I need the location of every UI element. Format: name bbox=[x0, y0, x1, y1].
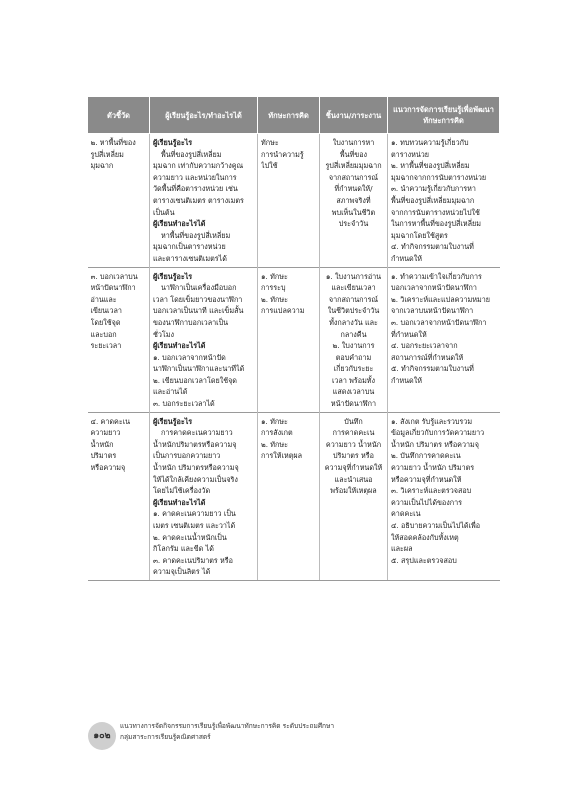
cell-line: ให้สอดคล้องกับทั้งเหตุ bbox=[391, 532, 459, 542]
cell-line: ความเป็นไปได้ของการ bbox=[391, 497, 462, 507]
cell-line: สภาพจริงที่ bbox=[336, 195, 371, 205]
cell-line: น้ำหนัก ปริมาตร หรือความจุ bbox=[391, 439, 479, 449]
cell-line: ๔. บอกระยะเวลาจาก bbox=[391, 341, 458, 351]
cell-line: วัดพื้นที่คือตารางหน่วย เช่น bbox=[153, 184, 238, 194]
approach-cell bbox=[388, 267, 500, 412]
cell-line: ไปใช้ bbox=[261, 161, 278, 171]
header-learning: ผู้เรียนรู้อะไร/ทำอะไรได้ bbox=[150, 97, 258, 134]
cell-line: หาพื้นที่ของรูปสี่เหลี่ยม bbox=[161, 230, 231, 240]
cell-line: บันทึก bbox=[344, 416, 363, 426]
cell-line: ประจำวัน bbox=[338, 219, 369, 229]
cell-line: คาดคะเน bbox=[391, 509, 421, 519]
cell-line: ผู้เรียนทำอะไรได้ bbox=[153, 219, 206, 229]
cell-line: และอ่านได้ bbox=[153, 387, 188, 397]
cell-line: เวลา พร้อมทั้ง bbox=[331, 375, 376, 385]
cell-line: ความจุเป็นลิตร ได้ bbox=[153, 567, 211, 577]
cell-line: สถานการณ์ที่กำหนดให้ bbox=[391, 352, 464, 362]
page-number: ๑๐๒ bbox=[88, 722, 116, 750]
cell-line: กำหนดให้ bbox=[391, 253, 422, 263]
cell-line: และผล bbox=[391, 544, 413, 554]
approach-cell bbox=[388, 134, 500, 268]
cell-line: ๒. ทักษะ bbox=[261, 294, 288, 304]
cell-line: โดยไม่ใช้เครื่องวัด bbox=[153, 486, 211, 496]
cell-line: พร้อมให้เหตุผล bbox=[330, 486, 377, 496]
cell-line: จากสถานการณ์ bbox=[328, 294, 379, 304]
cell-line: บอกเวลาเป็นนาที และเข็มสั้น bbox=[153, 306, 244, 316]
cell-line: ๒. ใบงานการ bbox=[332, 341, 375, 351]
cell-line: ๔. คาดคะเน bbox=[90, 416, 131, 426]
cell-line: ตอบคำถาม bbox=[335, 352, 372, 362]
cell-line: ๒. หาพื้นที่ของ bbox=[90, 138, 136, 147]
cell-line: การสังเกต bbox=[261, 428, 293, 438]
cell-line: หรือความจุที่กำหนดให้ bbox=[391, 474, 462, 484]
cell-line: พบเห็นในชีวิต bbox=[331, 207, 376, 217]
cell-line: มุมฉาก เท่ากับความกว้างคูณ bbox=[153, 161, 244, 171]
cell-line: ๒. คาดคะเนน้ำหนักเป็น bbox=[153, 532, 227, 542]
cell-line: จากเวลาบนหน้าปัดนาฬิกา bbox=[391, 306, 474, 316]
cell-line: แสดงเวลาบน bbox=[332, 387, 375, 397]
footer-text bbox=[120, 721, 334, 743]
cell-line: ๒. วิเคราะห์และแปลความหมาย bbox=[391, 294, 490, 304]
cell-line: การให้เหตุผล bbox=[261, 451, 302, 461]
cell-line: ๒. หาพื้นที่ของรูปสี่เหลี่ยม bbox=[391, 161, 470, 171]
cell-line: ผู้เรียนรู้อะไร bbox=[153, 271, 193, 281]
cell-line: และบอก bbox=[90, 329, 117, 339]
cell-line: ที่กำหนดให้/ bbox=[334, 184, 373, 194]
cell-line: เมตร เซนติเมตร และวาได้ bbox=[153, 521, 236, 530]
work-cell bbox=[320, 267, 388, 412]
cell-line: ๑. ทักษะ bbox=[261, 416, 288, 426]
cell-line: ๒. เขียนบอกเวลาโดยใช้จุด bbox=[153, 375, 237, 385]
work-cell bbox=[320, 134, 388, 268]
cell-line: รูปสี่เหลี่ยม bbox=[90, 149, 124, 159]
cell-line: ตารางหน่วย bbox=[391, 149, 430, 159]
cell-line: พื้นที่ของ bbox=[339, 149, 368, 159]
cell-line: นาฬิกาเป็นเครื่องมือบอก bbox=[161, 283, 237, 293]
cell-line: ข้อมูลเกี่ยวกับการวัดความยาว bbox=[391, 428, 485, 438]
indicator-cell bbox=[88, 134, 150, 268]
cell-line: ให้ได้ใกล้เคียงความเป็นจริง bbox=[153, 474, 238, 484]
header-work: ชิ้นงาน/ภาระงาน bbox=[320, 97, 388, 134]
cell-line: และนำเสนอ bbox=[334, 474, 373, 484]
thinking-skill-cell bbox=[258, 412, 320, 580]
cell-line: กิโลกรัม และขีด ได้ bbox=[153, 544, 214, 554]
cell-line: ๓. วิเคราะห์และตรวจสอบ bbox=[391, 486, 472, 496]
header-thinking-skill: ทักษะการคิด bbox=[258, 97, 320, 134]
cell-line: เป็นการบอกความยาว bbox=[153, 451, 221, 461]
table-header-row bbox=[88, 97, 500, 134]
cell-line: พื้นที่ของรูปสี่เหลี่ยม bbox=[161, 149, 222, 159]
cell-line: ผู้เรียนรู้อะไร bbox=[153, 138, 193, 147]
cell-line: ผู้เรียนทำอะไรได้ bbox=[153, 497, 206, 507]
cell-line: น้ำหนักปริมาตรหรือความจุ bbox=[153, 439, 237, 449]
thinking-skill-cell bbox=[258, 134, 320, 268]
cell-line: อ่านและ bbox=[90, 294, 117, 304]
work-cell bbox=[320, 412, 388, 580]
cell-line: ความยาว น้ำหนัก ปริมาตร bbox=[391, 463, 475, 473]
cell-line: มุมฉากจากการนับตารางหน่วย bbox=[391, 172, 487, 182]
learning-cell bbox=[150, 134, 258, 268]
table-row bbox=[88, 412, 500, 580]
cell-line: ๓. บอกเวลาบน bbox=[90, 271, 138, 281]
cell-line: ๑. ทำความเข้าใจเกี่ยวกับการ bbox=[391, 271, 482, 281]
cell-line: ๓. บอกเวลาจากหน้าปัดนาฬิกา bbox=[391, 317, 487, 327]
header-indicator: ตัวชี้วัด bbox=[88, 97, 150, 134]
cell-line: และเขียนเวลา bbox=[331, 283, 376, 293]
cell-line: ๓. คาดคะเนปริมาตร หรือ bbox=[153, 555, 233, 565]
cell-line: กลางคืน bbox=[340, 329, 367, 339]
footer-line-1: แนวทางการจัดกิจกรรมการเรียนรู้เพื่อพัฒนาทักษะการคิด ระดับประถมศึกษา bbox=[120, 722, 335, 730]
cell-line: ความยาว น้ำหนัก bbox=[325, 439, 382, 449]
cell-line: ปริมาตร bbox=[90, 451, 117, 461]
cell-line: ๑. คาดคะเนความยาว เป็น bbox=[153, 509, 236, 519]
cell-line: หน้าปัดนาฬิกา bbox=[330, 399, 377, 409]
cell-line: หรือความจุ bbox=[90, 463, 126, 473]
cell-line: มุมฉากโดยใช้สูตร bbox=[391, 230, 448, 240]
cell-line: เป็นต้น bbox=[153, 207, 175, 217]
cell-line: ปริมาตร หรือ bbox=[333, 451, 374, 461]
indicator-cell bbox=[88, 267, 150, 412]
cell-line: การคาดคะเน bbox=[332, 428, 375, 438]
cell-line: ๕. สรุปและตรวจสอบ bbox=[391, 555, 457, 565]
table-row bbox=[88, 267, 500, 412]
indicator-cell bbox=[88, 412, 150, 580]
cell-line: ทักษะ bbox=[261, 138, 279, 147]
cell-line: และตารางเซนติเมตรได้ bbox=[153, 253, 227, 263]
cell-line: เวลา โดยเข็มยาวของนาฬิกา bbox=[153, 294, 243, 304]
table-row bbox=[88, 134, 500, 268]
header-approach: แนวการจัดการเรียนรู้เพื่อพัฒนาทักษะการคิด bbox=[388, 97, 500, 134]
cell-line: ๒. ทักษะ bbox=[261, 439, 288, 449]
cell-line: ความจุที่กำหนดให้ bbox=[324, 463, 383, 473]
footer-line-2: กลุ่มสาระการเรียนรู้คณิตศาสตร์ bbox=[120, 733, 211, 741]
cell-line: ในการหาพื้นที่ของรูปสี่เหลี่ยม bbox=[391, 219, 481, 229]
cell-line: ระยะเวลา bbox=[90, 341, 122, 351]
cell-line: พื้นที่ของรูปสี่เหลี่ยมมุมฉาก bbox=[391, 195, 475, 205]
learning-cell bbox=[150, 267, 258, 412]
cell-line: บอกเวลาจากหน้าปัดนาฬิกา bbox=[391, 283, 477, 293]
cell-line: ในชีวิตประจำวัน bbox=[327, 306, 380, 316]
cell-line: ทั้งกลางวัน และ bbox=[329, 317, 378, 327]
cell-line: ๔. ทำกิจกรรมตามใบงานที่ bbox=[391, 242, 474, 252]
cell-line: ความยาว และหน่วยในการ bbox=[153, 172, 237, 182]
cell-line: ใบงานการหา bbox=[332, 138, 375, 147]
cell-line: ๕. ทำกิจกรรมตามใบงานที่ bbox=[391, 364, 474, 374]
cell-line: ผู้เรียนทำอะไรได้ bbox=[153, 341, 206, 351]
cell-line: ความยาว bbox=[90, 428, 121, 438]
cell-line: มุมฉาก bbox=[90, 161, 114, 171]
cell-line: โดยใช้จุด bbox=[90, 317, 121, 327]
cell-line: หน้าปัดนาฬิกา bbox=[90, 283, 136, 293]
cell-line: น้ำหนัก ปริมาตรหรือความจุ bbox=[153, 463, 239, 473]
cell-line: ๑. สังเกต รับรู้และรวบรวม bbox=[391, 416, 473, 426]
cell-line: น้ำหนัก bbox=[90, 439, 114, 449]
cell-line: ของนาฬิกาบอกเวลาเป็น bbox=[153, 317, 229, 327]
approach-cell bbox=[388, 412, 500, 580]
cell-line: เขียนเวลา bbox=[90, 306, 122, 316]
thinking-skill-cell bbox=[258, 267, 320, 412]
cell-line: ๑. ทบทวนความรู้เกี่ยวกับ bbox=[391, 138, 469, 147]
cell-line: รูปสี่เหลี่ยมมุมฉาก bbox=[325, 161, 382, 171]
cell-line: การระบุ bbox=[261, 283, 286, 293]
cell-line: ตารางเซนติเมตร ตารางเมตร bbox=[153, 195, 244, 205]
cell-line: ๑. บอกเวลาจากหน้าปัด bbox=[153, 352, 226, 362]
cell-line: การแปลความ bbox=[261, 306, 305, 316]
cell-line: ชั่วโมง bbox=[153, 329, 175, 339]
cell-line: ๔. อธิบายความเป็นไปได้เพื่อ bbox=[391, 521, 481, 530]
curriculum-table bbox=[87, 96, 500, 581]
cell-line: มุมฉากเป็นตารางหน่วย bbox=[153, 242, 226, 252]
cell-line: การคาดคะเนความยาว bbox=[161, 428, 233, 438]
cell-line: ๒. บันทึกการคาดคะเน bbox=[391, 451, 461, 461]
cell-line: ๓. บอกระยะเวลาได้ bbox=[153, 399, 215, 409]
cell-line: ๓. นำความรู้เกี่ยวกับการหา bbox=[391, 184, 476, 194]
cell-line: กำหนดให้ bbox=[391, 375, 422, 385]
cell-line: การนำความรู้ bbox=[261, 149, 304, 159]
cell-line: ที่กำหนดให้ bbox=[391, 329, 427, 339]
cell-line: ผู้เรียนรู้อะไร bbox=[153, 416, 193, 426]
cell-line: เกี่ยวกับระยะ bbox=[333, 364, 374, 374]
cell-line: จากการนับตารางหน่วยไปใช้ bbox=[391, 207, 480, 217]
learning-cell bbox=[150, 412, 258, 580]
cell-line: นาฬิกาเป็นนาฬิกาและนาทีได้ bbox=[153, 364, 245, 374]
cell-line: ๑. ทักษะ bbox=[261, 271, 288, 281]
cell-line: ๑. ใบงานการอ่าน bbox=[325, 271, 382, 281]
cell-line: จากสถานการณ์ bbox=[328, 172, 379, 182]
